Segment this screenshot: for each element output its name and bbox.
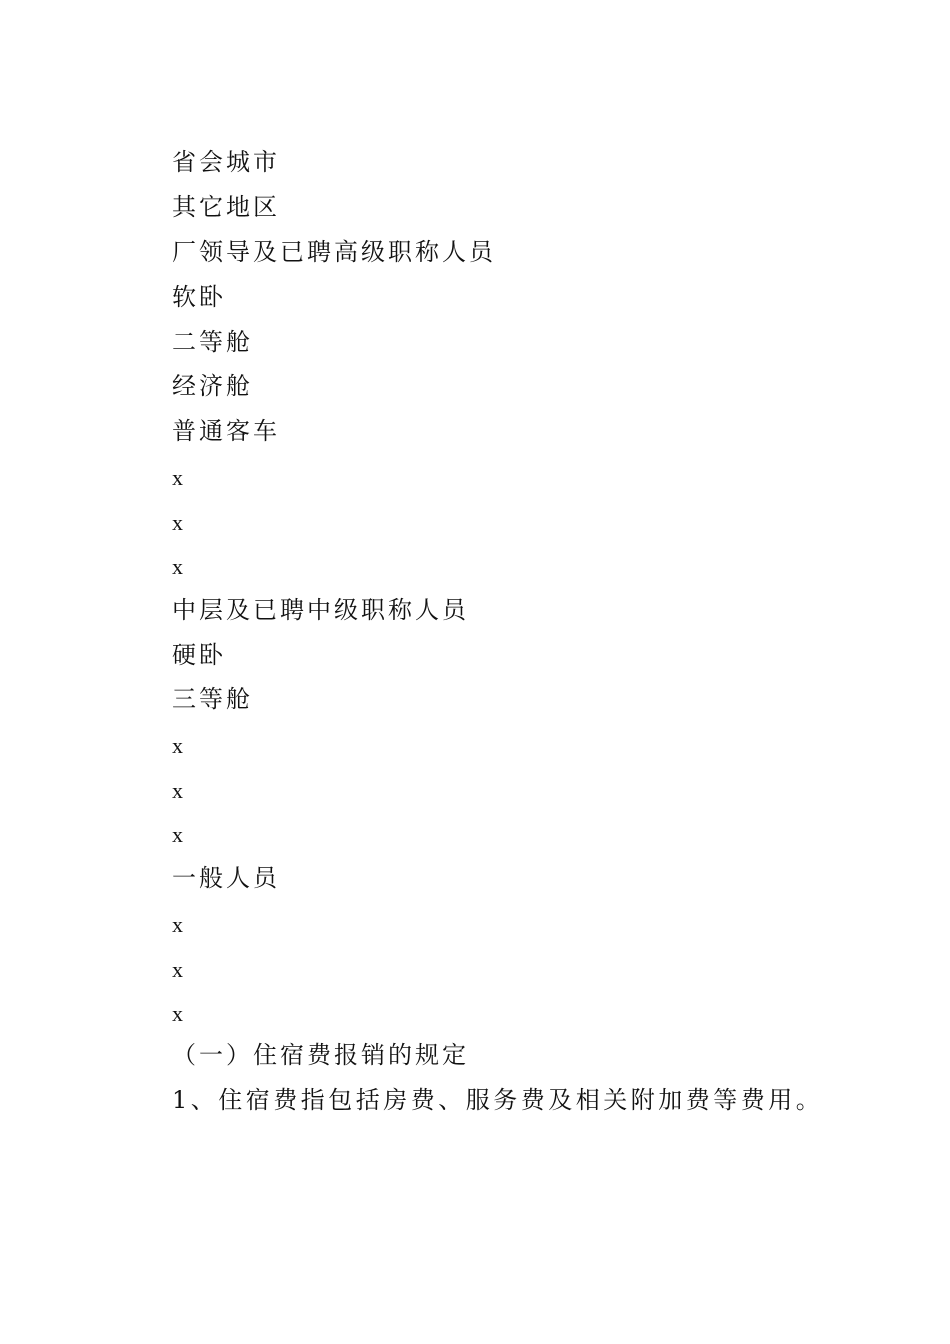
text-line: 其它地区 <box>172 193 280 221</box>
text-line: x <box>172 510 183 535</box>
text-line: 二等舱 <box>172 328 253 356</box>
paragraph: 1、住宿费指包括房费、服务费及相关附加费等费用。 <box>172 1086 824 1114</box>
text-line: x <box>172 957 183 982</box>
text-line: x <box>172 822 183 847</box>
text-line: x <box>172 1001 183 1026</box>
text-line: 厂领导及已聘高级职称人员 <box>172 238 496 266</box>
text-line: x <box>172 778 183 803</box>
text-line: x <box>172 554 183 579</box>
text-line: x <box>172 912 183 937</box>
text-line: 中层及已聘中级职称人员 <box>172 596 469 624</box>
text-line: 三等舱 <box>172 685 253 713</box>
text-line: 经济舱 <box>172 372 253 400</box>
text-line: x <box>172 465 183 490</box>
text-line: 省会城市 <box>172 148 280 176</box>
text-line: 一般人员 <box>172 864 280 892</box>
text-line: x <box>172 733 183 758</box>
text-line: 硬卧 <box>172 641 226 669</box>
text-line: 软卧 <box>172 283 226 311</box>
section-heading: （一）住宿费报销的规定 <box>172 1041 469 1069</box>
text-line: 普通客车 <box>172 417 280 445</box>
